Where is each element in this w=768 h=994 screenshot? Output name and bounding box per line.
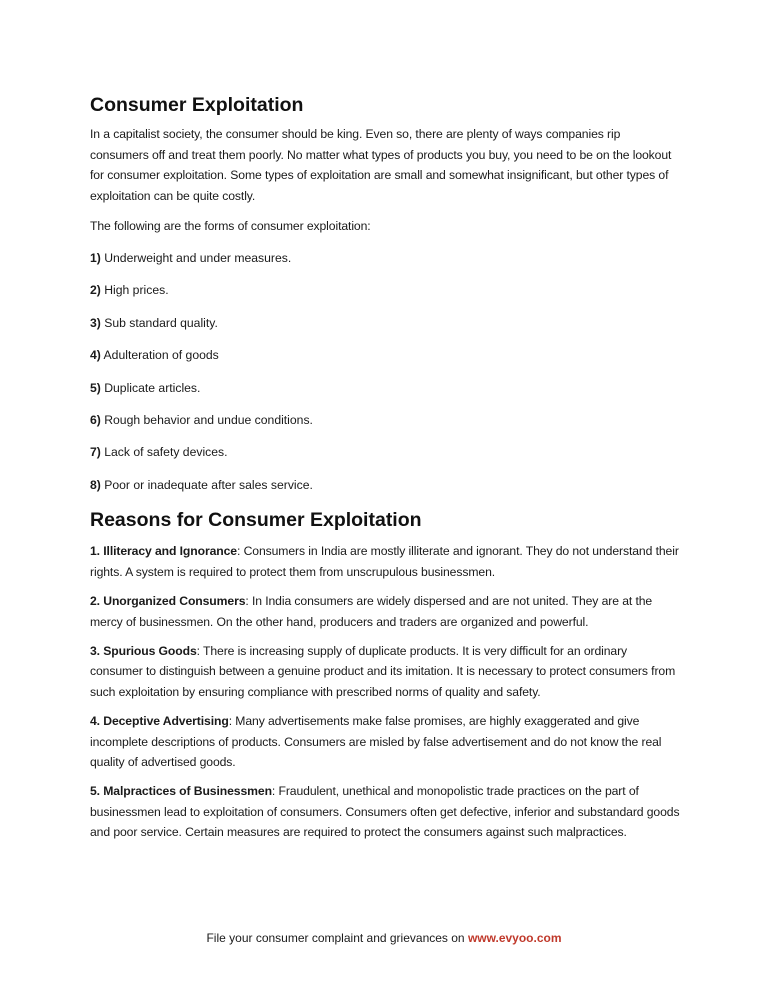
list-item-text: Adulteration of goods xyxy=(100,348,219,363)
list-item-number: 5) xyxy=(90,380,101,395)
reason-title: 3. Spurious Goods xyxy=(90,643,197,658)
reason-paragraph xyxy=(90,591,682,632)
list-item-text: Lack of safety devices. xyxy=(100,445,228,460)
list-item-text: High prices. xyxy=(100,283,169,298)
list-item-text: Poor or inadequate after sales service. xyxy=(100,477,313,492)
list-item-text: Duplicate articles. xyxy=(100,380,201,395)
forms-lead-paragraph: The following are the forms of consumer exploitation: xyxy=(90,219,371,234)
page-footer xyxy=(0,931,768,945)
list-item xyxy=(90,248,682,269)
reason-title: 5. Malpractices of Businessmen xyxy=(90,784,272,799)
reason-paragraph xyxy=(90,541,682,582)
list-item-text: Sub standard quality. xyxy=(100,315,218,330)
list-item xyxy=(90,313,682,334)
list-item-number: 2) xyxy=(90,283,101,298)
list-item-number: 6) xyxy=(90,412,101,427)
list-item-text: Rough behavior and undue conditions. xyxy=(100,412,313,427)
page-title: Consumer Exploitation xyxy=(90,94,304,116)
list-item-number: 8) xyxy=(90,477,101,492)
reason-title: 4. Deceptive Advertising xyxy=(90,713,229,728)
reason-paragraph xyxy=(90,711,682,773)
list-item-number: 3) xyxy=(90,315,101,330)
reason-text: : Consumers in India are mostly illiterate and ignorant. They do not understand their rights. A system is required to protect them from unscrupulous businessmen. xyxy=(90,544,679,579)
reason-paragraph xyxy=(90,781,682,843)
reason-text: : In India consumers are widely dispersed and are not united. They are at the mercy of businessmen. On the other hand, producers and traders are organized and powerful. xyxy=(90,593,653,629)
list-item xyxy=(90,475,682,496)
list-item-number: 1) xyxy=(90,250,101,265)
list-item-number: 4) xyxy=(90,348,101,363)
list-item xyxy=(90,345,682,366)
reason-title: 1. Illiteracy and Ignorance xyxy=(90,544,237,559)
list-item xyxy=(90,378,682,399)
footer-text: File your consumer complaint and grievances on xyxy=(206,931,468,945)
section-heading-reasons: Reasons for Consumer Exploitation xyxy=(90,509,422,532)
list-item-text: Underweight and under measures. xyxy=(100,250,292,265)
reason-text: : There is increasing supply of duplicate products. It is very difficult for an ordinary consumer to distinguish between a genuine product and its imitation. It is necessary to protect consumers from such exploitation by ensuring compliance with prescribed norms of quality and safety. xyxy=(90,643,676,699)
reason-text: : Many advertisements make false promises, are highly exaggerated and give incomplete descriptions of products. Consumers are misled by false advertisement and do not know the real quality of advertised goods. xyxy=(90,713,662,770)
reason-paragraph xyxy=(90,641,682,703)
list-item xyxy=(90,410,682,431)
forms-list xyxy=(90,248,682,495)
reason-text: : Fraudulent, unethical and monopolistic trade practices on the part of businessmen lead to exploitation of consumers. Consumers often get defective, inferior and substandard goods and poor service. Certain measures are required to protect the consumers against such malpractices. xyxy=(90,784,680,840)
list-item xyxy=(90,280,682,301)
document-page xyxy=(90,92,682,852)
list-item-number: 7) xyxy=(90,445,101,460)
list-item xyxy=(90,442,682,463)
footer-website-link[interactable]: www.evyoo.com xyxy=(467,931,562,945)
reason-title: 2. Unorganized Consumers xyxy=(90,593,246,608)
intro-paragraph: In a capitalist society, the consumer should be king. Even so, there are plenty of ways companies rip consumers off and treat them poorly. No matter what types of products you buy, you need to be on the lookout for consumer exploitation. Some types of exploitation are small and somewhat insignificant, but other types of exploitation can be quite costly. xyxy=(90,127,672,203)
